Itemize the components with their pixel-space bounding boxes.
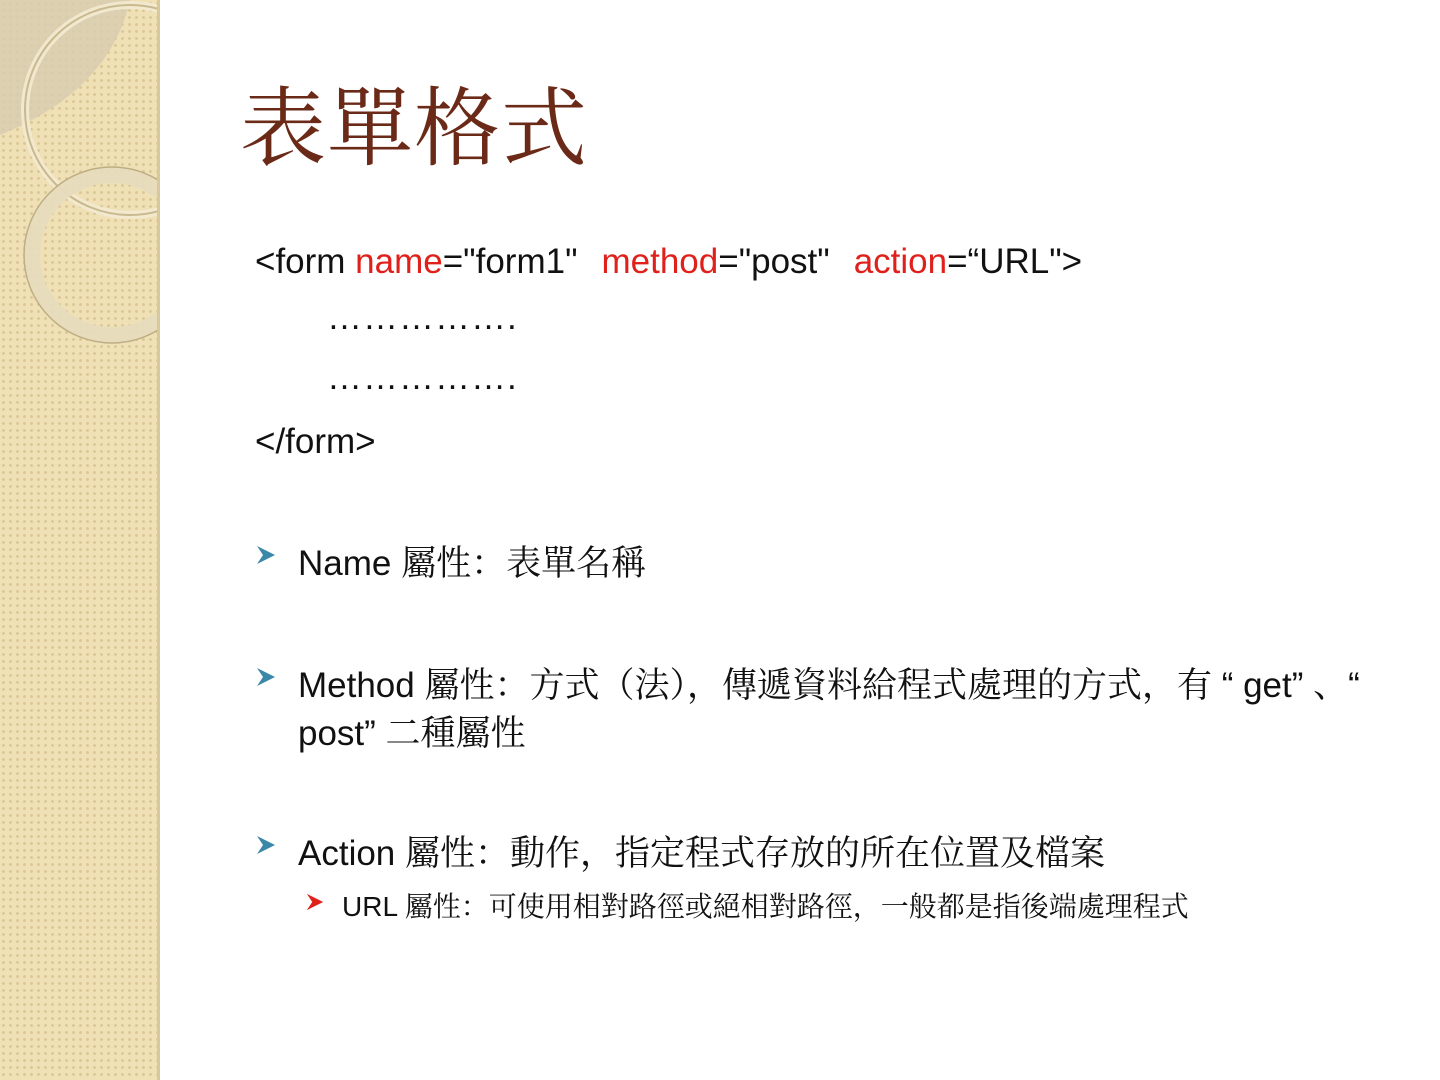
red-arrow-bullet-icon bbox=[305, 892, 325, 912]
code-ellipsis-line-2: ……………. bbox=[327, 358, 518, 397]
decorative-sidebar bbox=[0, 0, 160, 1080]
code-attr-method: method bbox=[601, 242, 719, 281]
bullet-method-attribute bbox=[255, 662, 1385, 758]
bullet-name-attribute bbox=[255, 540, 1385, 588]
sub-bullet-text: URL 屬性：可使用相對路徑或絕相對路徑，一般都是指後端處理程式 bbox=[342, 891, 1189, 922]
code-open-prefix: <form bbox=[255, 242, 356, 281]
code-ellipsis-line-1: ……………. bbox=[327, 298, 518, 337]
slide-title: 表單格式 bbox=[240, 79, 588, 179]
code-attr-name: name bbox=[355, 242, 443, 281]
bullet-action-attribute bbox=[255, 830, 1385, 878]
form-open-tag bbox=[255, 242, 1082, 282]
bullet-text: Name 屬性：表單名稱 bbox=[298, 544, 647, 583]
bullet-text: Action 屬性：動作，指定程式存放的所在位置及檔案 bbox=[298, 834, 1106, 873]
arrow-bullet-icon bbox=[255, 666, 277, 688]
code-attr-action: action bbox=[853, 242, 948, 281]
form-close-tag: </form> bbox=[255, 422, 376, 461]
code-attr-name-value: ="form1" bbox=[442, 242, 578, 281]
sub-bullet-url-attribute bbox=[305, 887, 1405, 927]
bullet-text: Method 屬性：方式（法），傳遞資料給程式處理的方式，有 “ get” 、“ post” 二種屬性 bbox=[298, 666, 1360, 753]
arrow-bullet-icon bbox=[255, 834, 277, 856]
code-attr-method-value: ="post" bbox=[718, 242, 830, 281]
code-attr-action-value: =“URL"> bbox=[947, 242, 1083, 281]
decorative-rings-graphic bbox=[0, 0, 160, 1080]
arrow-bullet-icon bbox=[255, 544, 277, 566]
